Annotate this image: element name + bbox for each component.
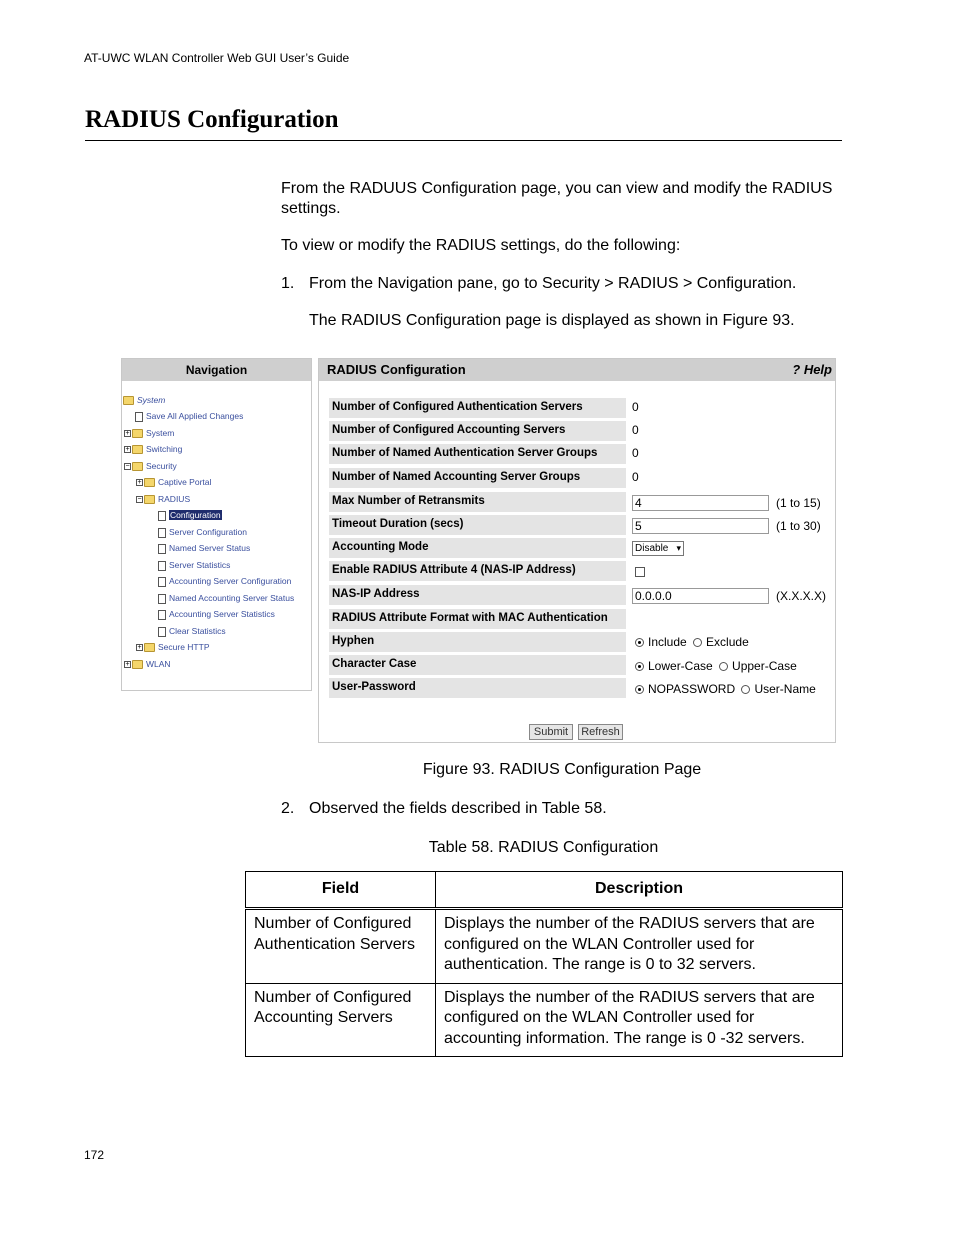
- field-value: 0: [632, 400, 639, 414]
- step-text: From the Navigation pane, go to Security > RADIUS > Configuration.: [309, 275, 797, 292]
- intro-paragraph-2: To view or modify the RADIUS settings, do the following:: [281, 237, 681, 254]
- collapse-icon[interactable]: −: [125, 463, 130, 471]
- field-label: Hyphen: [329, 632, 626, 652]
- figure-caption: Figure 93. RADIUS Configuration Page: [422, 761, 702, 778]
- running-header: AT-UWC WLAN Controller Web GUI User’s Guide: [84, 51, 350, 65]
- radio-label: NOPASSWORD: [648, 682, 736, 696]
- nav-item-system-root[interactable]: System: [123, 395, 165, 406]
- nas-ip-attribute-checkbox[interactable]: [635, 567, 645, 577]
- navigation-pane: [121, 358, 312, 691]
- field-label: Number of Configured Authentication Servers: [329, 398, 626, 418]
- folder-icon: [144, 478, 155, 487]
- radio-label: User-Name: [754, 682, 816, 696]
- expand-icon[interactable]: +: [125, 446, 130, 454]
- nav-item-accounting-server-statistics[interactable]: Accounting Server Statistics: [158, 609, 275, 620]
- expand-icon[interactable]: +: [125, 661, 130, 669]
- table-row: [246, 909, 843, 984]
- nav-item-security[interactable]: − Security: [125, 461, 177, 471]
- folder-open-icon: [144, 495, 155, 504]
- radio-upper-case[interactable]: [719, 662, 728, 671]
- radio-lower-case[interactable]: [635, 662, 644, 671]
- help-link[interactable]: ? Help: [792, 362, 832, 377]
- field-label: User-Password: [329, 678, 626, 698]
- range-hint: (1 to 30): [776, 519, 821, 533]
- nas-ip-address-input[interactable]: 0.0.0.0: [632, 588, 769, 604]
- document-icon: [158, 594, 166, 604]
- field-label: RADIUS Attribute Format with MAC Authentication: [329, 609, 626, 629]
- nav-item-named-accounting-server-status[interactable]: Named Accounting Server Status: [158, 593, 294, 604]
- expand-icon[interactable]: +: [125, 430, 130, 438]
- nav-item-configuration[interactable]: Configuration: [158, 510, 222, 521]
- navigation-title: Navigation: [122, 359, 311, 381]
- nav-item-captive-portal[interactable]: + Captive Portal: [137, 477, 212, 487]
- nav-item-clear-statistics[interactable]: Clear Statistics: [158, 626, 226, 637]
- accounting-mode-select[interactable]: Disable ▾: [632, 541, 684, 556]
- nav-item-wlan[interactable]: + WLAN: [125, 659, 171, 669]
- submit-button[interactable]: Submit: [529, 724, 573, 740]
- nav-item-named-server-status[interactable]: Named Server Status: [158, 543, 250, 554]
- field-label: Enable RADIUS Attribute 4 (NAS-IP Address): [329, 561, 626, 581]
- description-cell: Displays the number of the RADIUS servers that are configured on the WLAN Controller used for accounting information. The range is 0 -32 servers.: [436, 983, 843, 1057]
- range-hint: (1 to 15): [776, 496, 821, 510]
- character-case-radio-group: [635, 658, 800, 674]
- step-number: 2.: [281, 800, 295, 817]
- field-label: Character Case: [329, 655, 626, 675]
- column-header: Description: [436, 872, 843, 909]
- refresh-button[interactable]: Refresh: [578, 724, 623, 740]
- expand-icon[interactable]: +: [137, 644, 142, 652]
- timeout-duration-input[interactable]: 5: [632, 518, 769, 534]
- field-value: 0: [632, 446, 639, 460]
- panel-header: [319, 359, 835, 381]
- document-icon: [158, 627, 166, 637]
- nav-item-radius[interactable]: − RADIUS: [137, 494, 191, 504]
- field-label: Timeout Duration (secs): [329, 515, 626, 535]
- nav-item-server-configuration[interactable]: Server Configuration: [158, 527, 247, 538]
- fields-table: [245, 871, 843, 1057]
- radio-exclude[interactable]: [693, 638, 702, 647]
- range-hint: (X.X.X.X): [776, 589, 827, 603]
- folder-icon: [132, 660, 143, 669]
- document-icon: [158, 528, 166, 538]
- radio-include[interactable]: [635, 638, 644, 647]
- nav-item-save-changes[interactable]: Save All Applied Changes: [127, 411, 243, 422]
- radio-label: Upper-Case: [732, 659, 797, 673]
- field-label: Max Number of Retransmits: [329, 492, 626, 512]
- expand-icon[interactable]: +: [137, 479, 142, 487]
- chevron-down-icon: ▾: [676, 543, 681, 553]
- nav-item-server-statistics[interactable]: Server Statistics: [158, 560, 230, 571]
- field-label: NAS-IP Address: [329, 585, 626, 605]
- step-number: 1.: [281, 275, 295, 292]
- step-subtext: The RADIUS Configuration page is displayed as shown in Figure 93.: [309, 312, 795, 329]
- hyphen-radio-group: [635, 634, 752, 650]
- page-title: RADIUS Configuration: [85, 106, 339, 133]
- document-icon: [158, 610, 166, 620]
- field-cell: Number of Configured Authentication Servers: [246, 909, 436, 984]
- folder-open-icon: [132, 462, 143, 471]
- field-value: 0: [632, 470, 639, 484]
- nav-item-accounting-server-configuration[interactable]: Accounting Server Configuration: [158, 576, 291, 587]
- nav-item-switching[interactable]: + Switching: [125, 444, 183, 454]
- nav-item-secure-http[interactable]: + Secure HTTP: [137, 642, 210, 652]
- folder-icon: [144, 643, 155, 652]
- radio-nopassword[interactable]: [635, 685, 644, 694]
- field-cell: Number of Configured Accounting Servers: [246, 983, 436, 1057]
- document-icon: [158, 544, 166, 554]
- step-text: Observed the fields described in Table 58.: [309, 800, 607, 817]
- document-icon: [158, 577, 166, 587]
- folder-open-icon: [123, 396, 134, 405]
- field-label: Accounting Mode: [329, 538, 626, 558]
- radio-label: Lower-Case: [648, 659, 713, 673]
- column-header: Field: [246, 872, 436, 909]
- field-label: Number of Configured Accounting Servers: [329, 421, 626, 441]
- page-number: 172: [84, 1148, 105, 1162]
- field-label: Number of Named Accounting Server Groups: [329, 468, 626, 488]
- radio-user-name[interactable]: [741, 685, 750, 694]
- document-icon: [135, 412, 143, 422]
- document-icon: [158, 511, 166, 521]
- intro-paragraph: From the RADUUS Configuration page, you can view and modify the RADIUS settings.: [281, 180, 833, 217]
- field-label: Number of Named Authentication Server Groups: [329, 444, 626, 464]
- user-password-radio-group: [635, 681, 819, 697]
- collapse-icon[interactable]: −: [137, 496, 142, 504]
- folder-icon: [132, 445, 143, 454]
- title-rule: [85, 140, 842, 141]
- panel-title: RADIUS Configuration: [327, 362, 466, 377]
- max-retransmits-input[interactable]: 4: [632, 495, 769, 511]
- radio-label: Include: [648, 635, 687, 649]
- table-header-row: [246, 872, 843, 909]
- document-icon: [158, 561, 166, 571]
- table-row: [246, 983, 843, 1057]
- field-value: 0: [632, 423, 639, 437]
- folder-icon: [132, 429, 143, 438]
- table-caption: Table 58. RADIUS Configuration: [428, 839, 659, 856]
- description-cell: Displays the number of the RADIUS servers that are configured on the WLAN Controller used for authentication. The range is 0 to 32 servers.: [436, 909, 843, 984]
- radio-label: Exclude: [706, 635, 749, 649]
- nav-item-system[interactable]: + System: [125, 428, 175, 438]
